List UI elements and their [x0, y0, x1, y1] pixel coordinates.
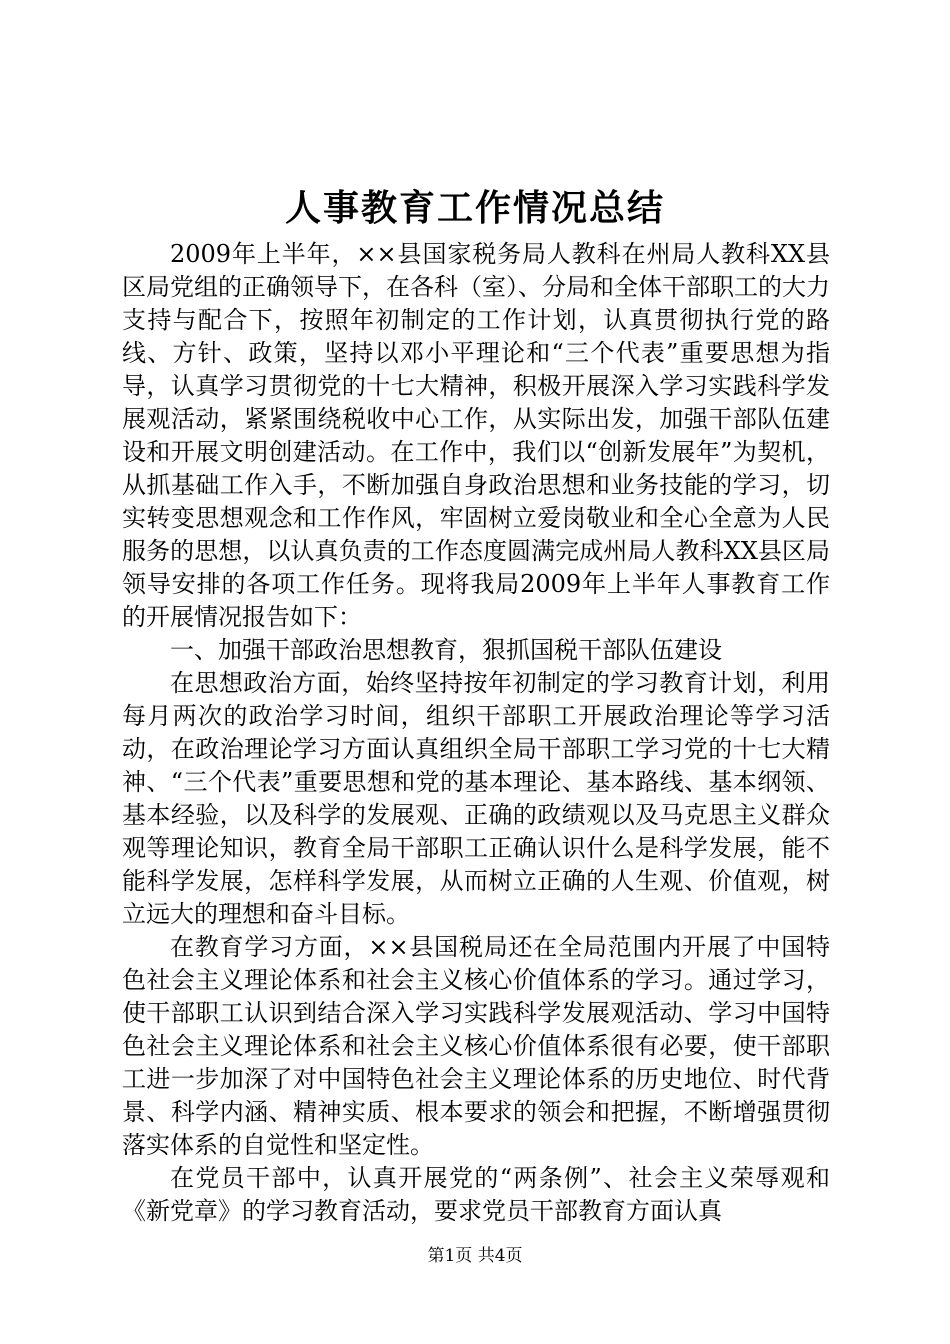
paragraph-intro: 2009年上半年，××县国家税务局人教科在州局人教科XX县区局党组的正确领导下，在各科（室）、分局和全体干部职工的大力支持与配合下，按照年初制定的工作计划，认真贯彻执行党的路线、方针、政策，坚持以邓小平理论和“三个代表”重要思想为指导，认真学习贯彻党的十七大精神，积极开展深入学习实践科学发展观活动，紧紧围绕税收中心工作，从实际出发，加强干部队伍建设和开展文明创建活动。在工作中，我们以“创新发展年”为契机，从抓基础工作入手，不断加强自身政治思想和业务技能的学习，切实转变思想观念和工作作风，牢固树立爱岗敬业和全心全意为人民服务的思想，以认真负责的工作态度圆满完成州局人教科XX县区局领导安排的各项工作任务。现将我局2009年上半年人事教育工作的开展情况报告如下：	[122, 240, 830, 631]
section-heading-1: 一、加强干部政治思想教育，狠抓国税干部队伍建设	[170, 636, 722, 664]
document-title: 人事教育工作情况总结	[284, 187, 665, 229]
page-number-footer: 第1页 共4页	[427, 1246, 523, 1266]
paragraph-political-thought: 在思想政治方面，始终坚持按年初制定的学习教育计划，利用每月两次的政治学习时间，组织干部职工开展政治理论等学习活动，在政治理论学习方面认真组织全局干部职工学习党的十七大精神、“三个代表”重要思想和党的基本理论、基本路线、基本纲领、基本经验，以及科学的发展观、正确的政绩观以及马克思主义群众观等理论知识，教育全局干部职工正确认识什么是科学发展，能不能科学发展，怎样科学发展，从而树立正确的人生观、价值观，树立远大的理想和奋斗目标。	[122, 669, 830, 928]
document-body	[122, 238, 830, 1228]
paragraph-education-study: 在教育学习方面，××县国税局还在全局范围内开展了中国特色社会主义理论体系和社会主义核心价值体系的学习。通过学习，使干部职工认识到结合深入学习实践科学发展观活动、学习中国特色社会主义理论体系和社会主义核心价值体系很有必要，使干部职工进一步加深了对中国特色社会主义理论体系的历史地位、时代背景、科学内涵、精神实质、根本要求的领会和把握，不断增强贯彻落实体系的自觉性和坚定性。	[122, 933, 830, 1159]
paragraph-party-members: 在党员干部中，认真开展党的“两条例”、社会主义荣辱观和《新党章》的学习教育活动，要求党员干部教育方面认真	[122, 1164, 830, 1225]
